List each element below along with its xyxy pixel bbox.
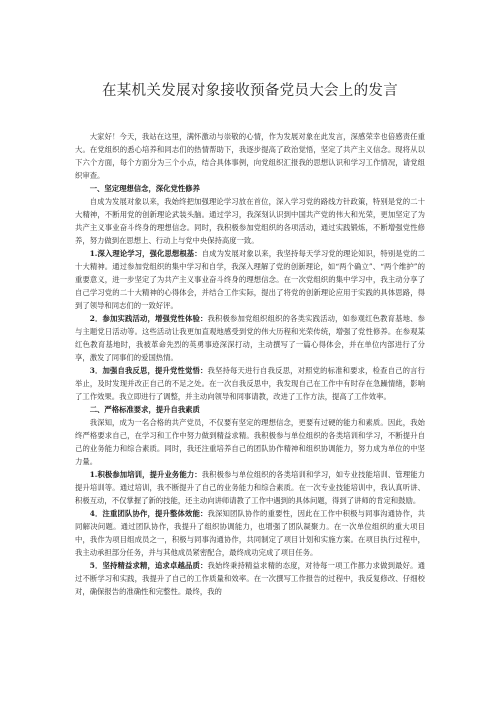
body-paragraph: 大家好！今天，我站在这里，满怀激动与崇敬的心情，作为发展对象在此发言，深感荣幸也倍感责任重大。在党组织的悉心培养和同志们的热情帮助下，我逐步提高了政治觉悟，坚定了共产主义信念。现将从以下六个方面，每个方面分为三个小点，结合具体事例，向党组织汇报我的思想认识和学习工作情况，请党组织审查。 [75, 132, 425, 180]
paragraph-lead: 2．参加实践活动，增强党性体验： [89, 314, 208, 323]
paragraph-text: 我积极参与单位组织的各类培训和学习，如专业技能培训、管理能力提升培训等。通过培训，我不断提升了自己的业务能力和综合素质。在一次专业技能培训中，我认真听讲、积极互动，不仅掌握了新的技能，还主动向讲师请教了工作中遇到的具体问题，得到了讲师的肯定和鼓励。 [75, 470, 425, 505]
body-paragraph: 我深知，成为一名合格的共产党员，不仅要有坚定的理想信念，更要有过硬的能力和素质。因此，我始终严格要求自己，在学习和工作中努力做到精益求精。我积极参与单位组织的各类培训和学习，不断提升自己的业务能力和综合素质。同时，我还注重培养自己的团队协作精神和组织协调能力，努力成为单位的中坚力量。 [75, 418, 425, 466]
paragraph-lead: 1.积极参加培训，提升业务能力： [89, 470, 202, 479]
paragraph-text: 自成为发展对象以来，我坚持每天学习党的理论知识，特别是党的二十大精神。通过参加党组织的集中学习和自学，我深入理解了党的创新理论，如“两个确立”、“两个维护”的重要意义，进一步坚定了为共产主义事业奋斗终身的理想信念。在一次党组织的集中学习中，我主动分享了自己学习党的二十大精神的心得体会，并结合工作实际，提出了将党的创新理论应用于实践的具体思路，得到了领导和同志们的一致好评。 [75, 249, 425, 310]
paragraph-lead: 1.深入理论学习，强化思想根基： [89, 249, 202, 258]
body-paragraph [75, 559, 425, 598]
body-paragraph [75, 247, 425, 312]
body-paragraph [75, 364, 425, 403]
body-paragraph [75, 312, 425, 364]
paragraph-text: 我积极参加党组织组织的各类实践活动，如参观红色教育基地、参与主题党日活动等。这些活动让我更加直观地感受到党的伟大历程和光荣传统，增强了党性修养。在参观某红色教育基地时，我被革命先烈的英勇事迹深深打动，主动撰写了一篇心得体会，并在单位内部进行了分享，激发了同事们的爱国热情。 [75, 314, 425, 362]
paragraph-text: 我始终秉持精益求精的态度，对待每一项工作都力求做到最好。通过不断学习和实践，我提升了自己的工作质量和效率。在一次撰写工作报告的过程中，我反复修改、仔细校对，确保报告的准确性和完整性。最终，我的 [75, 561, 425, 596]
paragraph-lead: 5．坚持精益求精，追求卓越品质： [89, 561, 208, 570]
paragraph-text: 我坚持每天进行自我反思，对照党的标准和要求，检查自己的言行举止，及时发现并改正自己的不足之处。在一次自我反思中，我发现自己在工作中有时存在急躁情绪，影响了工作效果。我立即进行了调整，并主动向领导和同事请教，改进了工作方法，提高了工作效率。 [75, 366, 425, 401]
body-paragraph: 自成为发展对象以来，我始终把加强理论学习放在首位，深入学习党的路线方针政策，特别是党的二十大精神，不断用党的创新理论武装头脑。通过学习，我深刻认识到中国共产党的伟大和光荣，更加坚定了为共产主义事业奋斗终身的理想信念。同时，我积极参加党组织的各项活动，通过实践锻炼，不断增强党性修养，努力做到在思想上、行动上与党中央保持高度一致。 [75, 197, 425, 245]
document-body [75, 130, 425, 598]
paragraph-lead: 4．注重团队协作，提升整体效能： [89, 509, 208, 518]
body-paragraph [75, 468, 425, 507]
section-heading: 一、坚定理想信念，深化党性修养 [89, 184, 200, 193]
body-paragraph [75, 507, 425, 559]
paragraph-lead: 3．加强自我反思，提升党性觉悟： [89, 366, 208, 375]
paragraph-text: 我深知团队协作的重要性，因此在工作中积极与同事沟通协作，共同解决问题。通过团队协作，我提升了组织协调能力，也增强了团队凝聚力。在一次单位组织的重大项目中，我作为项目组成员之一，积极与同事沟通协作，共同制定了项目计划和实施方案。在项目执行过程中，我主动承担部分任务，并与其他成员紧密配合，最终成功完成了项目任务。 [75, 509, 425, 557]
page-title: 在某机关发展对象接收预备党员大会上的发言 [102, 83, 398, 99]
section-heading: 二、严格标准要求，提升自我素质 [89, 405, 200, 414]
